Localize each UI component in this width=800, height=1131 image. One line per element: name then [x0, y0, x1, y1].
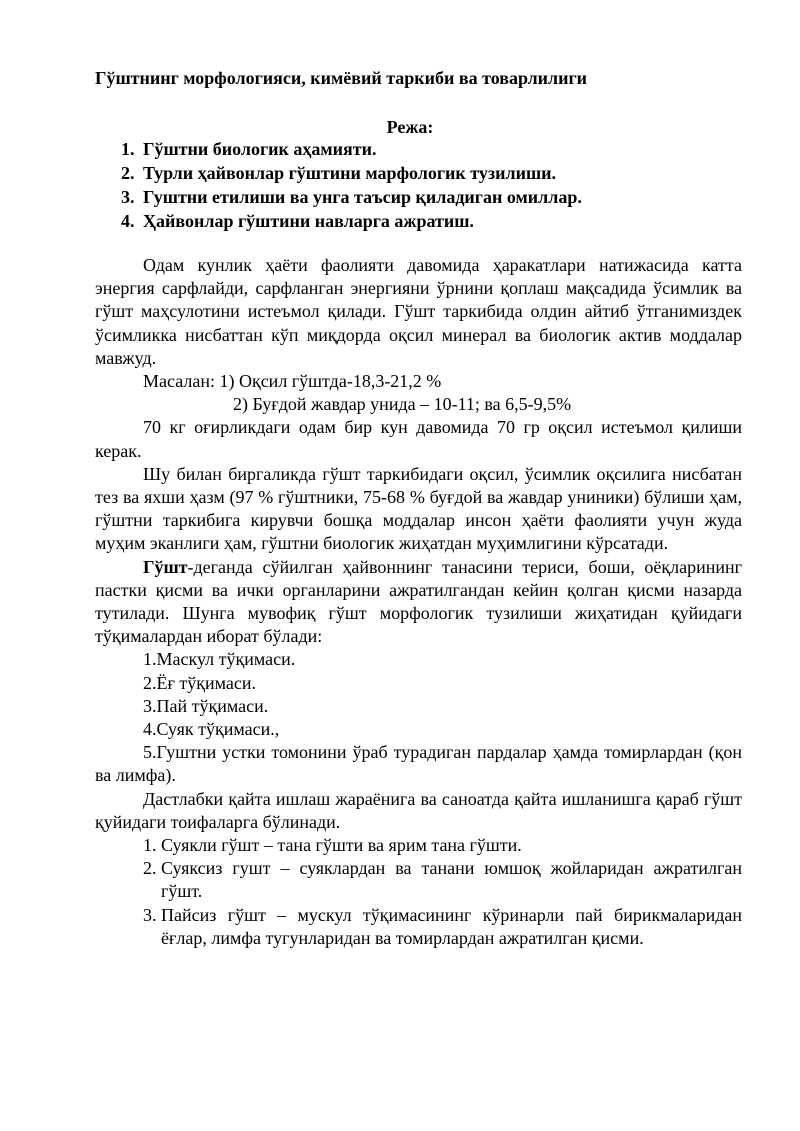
paragraph: Гўшт-деганда сўйилган ҳайвоннинг танасини териси, боши, оёқларининг пастки қисми ва ички органларини ажратилгандан кейин қолган қисми назарда тутилади. Шунга мувофиқ гўшт морфологик тузилиши жиҳатидан қуйидаги тўқималардан иборат бўлади: — [95, 556, 742, 647]
plan-list — [121, 137, 582, 233]
example-line: Масалан: 1) Оқсил гўштда-18,3-21,2 % — [143, 371, 442, 392]
category-item: 3. Пайсиз гўшт – мускул тўқимасининг кўринарли пай бирикмаларидан ёғлар, лимфа тугунларидан ва томирлардан ажратилган қисми. — [143, 904, 742, 948]
plan-heading: Режа: — [386, 117, 434, 137]
document-body — [95, 254, 742, 950]
plan-item: 3. Гуштни етилиши ва унга таъсир қиладиган омиллар. — [121, 187, 582, 207]
tissue-item: 3.Пай тўқимаси. — [143, 695, 269, 716]
document-title: Гўштнинг морфологияси, кимёвий таркиби ва товарлилиги — [95, 68, 588, 88]
category-item: 1. Суякли гўшт – тана гўшти ва ярим тана гўшти. — [143, 835, 522, 856]
plan-item: 1. Гўштни биологик аҳамияти. — [121, 139, 377, 159]
category-list — [95, 834, 742, 950]
plan-item: 4. Ҳайвонлар гўштини навларга ажратиш. — [121, 211, 474, 231]
tissue-item: 5.Гуштни устки томонини ўраб турадиган пардалар ҳамда томирлардан (қон ва лимфа). — [95, 742, 742, 786]
example-line: 2) Буғдой жавдар унида – 10-11; ва 6,5-9,5% — [233, 394, 572, 415]
paragraph: 70 кг оғирликдаги одам бир кун давомида 70 гр оқсил истеъмол қилиши керак. — [95, 417, 742, 461]
category-item: 2. Суяксиз гушт – суяклардан ва танани юмшоқ жойларидан ажратилган гўшт. — [143, 858, 742, 902]
paragraph: Одам кунлик ҳаёти фаолияти давомида ҳаракатлари натижасида катта энергия сарфлайди, сарфланган энергияни ўрнини қоплаш мақсадида ўсимлик ва гўшт маҳсулотини истеъмол қилади. Гўшт таркибида олдин айтиб ўтганимиздек ўсимликка нисбаттан кўп миқдорда оқсил минерал ва биологик актив моддалар мавжуд. — [95, 255, 742, 368]
tissue-item: 1.Маскул тўқимаси. — [143, 649, 296, 670]
paragraph: Шу билан биргаликда гўшт таркибидаги оқсил, ўсимлик оқсилига нисбатан тез ва яхши ҳазм (97 % гўштники, 75-68 % буғдой ва жавдар униники) бўлиши ҳам, гўштни таркибига кирувчи бошқа моддалар инсон ҳаёти фаолияти учун жуда муҳим эканлиги ҳам, гўштни биологик жиҳатдан муҳимлигини кўрсатади. — [95, 463, 742, 554]
tissue-item: 2.Ёғ тўқимаси. — [143, 672, 257, 693]
tissue-item: 4.Суяк тўқимаси., — [143, 719, 280, 740]
plan-item: 2. Турли ҳайвонлар гўштини марфологик тузилиши. — [121, 163, 557, 183]
paragraph: Дастлабки қайта ишлаш жараёнига ва саноатда қайта ишланишга қараб гўшт қуйидаги тоифаларга бўлинади. — [95, 788, 742, 832]
bold-term: Гўшт — [143, 556, 188, 577]
